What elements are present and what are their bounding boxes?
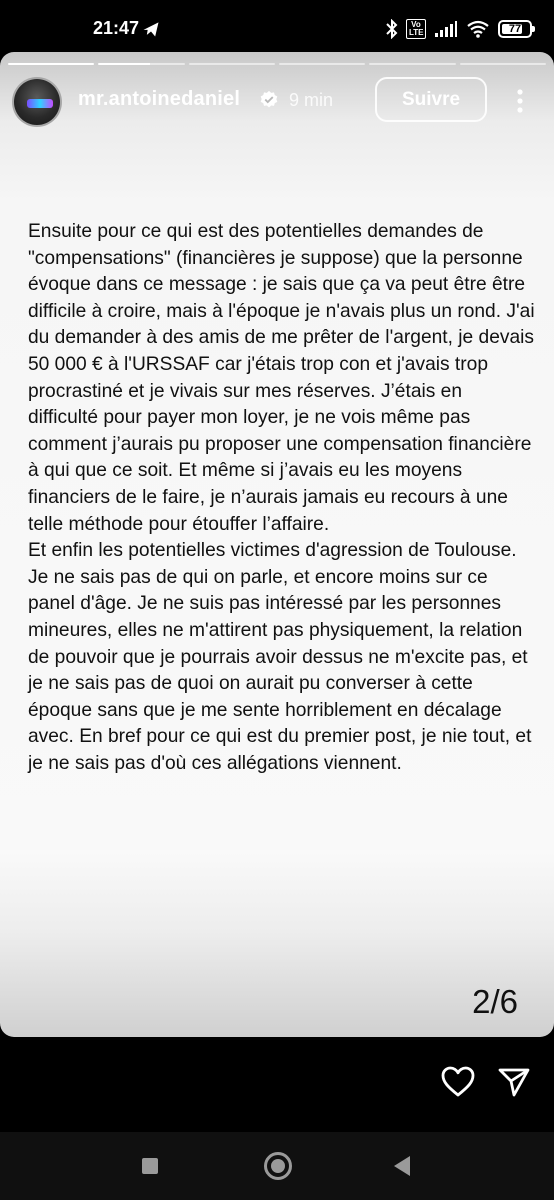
like-heart-icon[interactable] [440, 1064, 476, 1100]
story-progress [8, 63, 546, 65]
page-indicator: 2/6 [472, 983, 518, 1020]
home-icon[interactable] [264, 1152, 292, 1180]
story-paragraph-2: Et enfin les potentielles victimes d'agression de Toulouse. Je ne sais pas de qui on parle, et encore moins sur ce panel d'âge. Je ne suis pas intéressé par les personnes mineures, elles ne m'attirent pas physiquement, la relation de pouvoir que je pourrais avoir dessus ne m'excite pas, et je ne sais pas de quoi on aurait pu converser à cette époque sans que je me sente horriblement en décalage avec. En bref pour ce qui est du premier post, je nie tout, et je ne sais pas d'où ces allégations viennent. [28, 540, 532, 774]
status-icons [386, 17, 532, 41]
avatar[interactable] [12, 77, 62, 127]
verified-badge-icon [259, 90, 279, 110]
story-progress-segment [189, 63, 275, 65]
volte-icon: Vo LTE [406, 19, 426, 39]
story-progress-segment [279, 63, 365, 65]
bluetooth-icon [386, 19, 398, 39]
signal-icon [434, 20, 458, 38]
story-text [28, 219, 536, 777]
wifi-icon [466, 20, 490, 38]
story-card[interactable] [0, 52, 554, 1037]
avatar-glasses [27, 99, 53, 108]
system-nav-bar [0, 1132, 554, 1200]
follow-button[interactable]: Suivre [375, 77, 487, 122]
status-time: 21:47 [93, 18, 140, 38]
username[interactable]: mr.antoinedaniel [78, 88, 241, 110]
battery-icon [498, 20, 532, 38]
airplane-icon [141, 19, 161, 39]
story-progress-segment [369, 63, 455, 65]
more-options-icon[interactable] [510, 86, 530, 116]
story-progress-segment [460, 63, 546, 65]
share-send-icon[interactable] [496, 1064, 532, 1100]
story-progress-segment [8, 63, 94, 65]
back-icon[interactable] [394, 1156, 410, 1176]
story-paragraph-1: Ensuite pour ce qui est des potentielles demandes de "compensations" (financières je suppose) que la personne évoque dans ce message : je sais que ça va peut être être difficile à croire, mais à l'époque je n'avais plus un rond. J'ai du demander à des amis de me prêter de l'argent, je devais 50 000 € à l'URSSAF car j'étais trop con et j'avais trop procrastiné et je vivais sur mes réserves. J’étais en difficulté pour payer mon loyer, je ne vois même pas comment j’aurais pu proposer une compensation financière à qui que ce soit. Et même si j’avais eu les moyens financiers de le faire, je n’aurais jamais eu recours à une telle méthode pour étouffer l’affaire. [28, 221, 535, 535]
status-bar [0, 0, 554, 56]
battery-level: 77 [508, 23, 522, 35]
recent-apps-icon[interactable] [142, 1158, 158, 1174]
post-time: 9 min [289, 90, 334, 110]
story-progress-segment [98, 63, 184, 65]
